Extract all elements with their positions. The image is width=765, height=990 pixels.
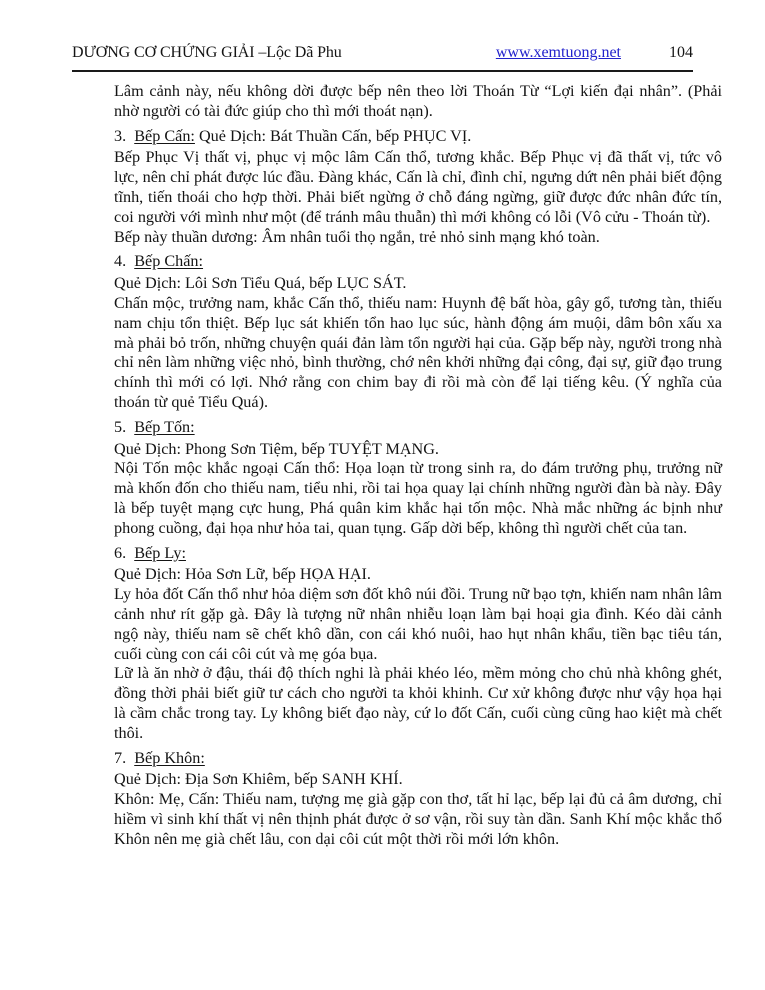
section-number: 4. (114, 252, 127, 271)
section-number: 6. (114, 543, 127, 562)
section-heading (114, 252, 722, 272)
page-number: 104 (669, 44, 693, 61)
section-heading-rest: Quẻ Dịch: Bát Thuần Cấn, bếp PHỤC VỊ. (198, 126, 472, 145)
section-number: 3. (114, 126, 127, 145)
paragraph: Ly hỏa đốt Cấn thổ như hỏa diệm sơn đốt khô núi đồi. Trung nữ bạo tợn, khiến nam nhân lâm cảnh như rít gặp gà. Đây là tượng nữ nhân nhiễu loạn làm bại hoại gia đình. Kéo dài cảnh ngộ này, thiếu nam sẽ chết khô dần, con cái khó nuôi, hao hụt nhân khẩu, tiền bạc tiêu tán, cuối cùng con cái côi cút và mẹ góa bụa. (114, 585, 722, 663)
section-title: Bếp Chấn: (134, 252, 204, 271)
paragraph: Bếp Phục Vị thất vị, phục vị mộc lâm Cấn thổ, tương khắc. Bếp Phục vị đã thất vị, tức vô lực, nên chỉ phát được lúc đầu. Đàng khác, Cấn là chỉ, đình chỉ, ngưng dứt nên phải biết động tĩnh, tiến thoái cho hợp thời. Phải biết ngừng ở chỗ đáng ngừng, giữ được đức nhân đức tín, coi người với mình như một (để tránh mâu thuẫn) thì mới không có lỗi (Vô cửu - Thoán từ). (114, 148, 722, 226)
section-heading (114, 418, 722, 438)
header-divider (72, 70, 693, 72)
paragraph: Quẻ Dịch: Hỏa Sơn Lữ, bếp HỌA HẠI. (114, 565, 371, 584)
website-link[interactable]: www.xemtuong.net (495, 44, 621, 61)
page-header (72, 44, 693, 62)
paragraph: Khôn: Mẹ, Cấn: Thiếu nam, tượng mẹ già gặp con thơ, tất hỉ lạc, bếp lại đủ cả âm dương, chỉ hiềm vì sinh khí thất vị nên thịnh phát được ở sơ vận, rồi suy tàn dần. Sanh Khí mộc khắc thổ Khôn nên mẹ già chết lâu, con dại côi cút một thời rồi mới lớn khôn. (114, 790, 722, 848)
body-text (114, 82, 722, 849)
section-title: Bếp Ly: (134, 543, 186, 562)
section-title: Bếp Cấn: (134, 126, 195, 145)
section-heading (114, 544, 722, 564)
section-number: 7. (114, 748, 127, 767)
section-title: Bếp Khôn: (134, 748, 205, 767)
section-number: 5. (114, 417, 127, 436)
paragraph: Lữ là ăn nhờ ở đậu, thái độ thích nghi là phải khéo léo, mềm mỏng cho chủ nhà không ghét, đồng thời phải biết giữ tư cách cho người ta khỏi khinh. Cư xử không được như vậy họa hại là cầm chắc trong tay. Ly không biết đạo này, cứ lo đốt Cấn, cuối cùng cũng hao kiệt mà chết thôi. (114, 664, 722, 742)
paragraph: Quẻ Dịch: Phong Sơn Tiệm, bếp TUYỆT MẠNG. (114, 439, 439, 458)
section-heading (114, 127, 722, 147)
paragraph: Nội Tốn mộc khắc ngoại Cấn thổ: Họa loạn từ trong sinh ra, do đám trưởng phụ, trưởng nữ mà khốn đốn cho thiếu nam, tiểu nhi, rồi tai họa quay lại chính những người đàn bà này. Đây là bếp tuyệt mạng cực hung, Phá quân kim khắc hại tốn mộc. Nhà mắc những ác bịnh như phong cuồng, đại họa như hỏa tai, quan tụng. Gấp dời bếp, không thì người chết của tan. (114, 459, 722, 537)
paragraph: Bếp này thuần dương: Âm nhân tuổi thọ ngắn, trẻ nhỏ sinh mạng khó toàn. (114, 227, 600, 246)
paragraph: Quẻ Dịch: Địa Sơn Khiêm, bếp SANH KHÍ. (114, 770, 403, 789)
section-title: Bếp Tốn: (134, 417, 195, 436)
section-heading (114, 749, 722, 769)
paragraph: Lâm cảnh này, nếu không dời được bếp nên theo lời Thoán Từ “Lợi kiến đại nhân”. (Phải nhờ người có tài đức giúp cho thì mới thoát nạn). (114, 82, 722, 120)
book-title: DƯƠNG CƠ CHỨNG GIẢI –Lộc Dã Phu (72, 44, 342, 61)
paragraph: Quẻ Dịch: Lôi Sơn Tiểu Quá, bếp LỤC SÁT. (114, 274, 407, 293)
paragraph: Chấn mộc, trưởng nam, khắc Cấn thổ, thiếu nam: Huynh đệ bất hòa, gây gổ, tương tàn, thiếu nam chịu tổn thiệt. Bếp lục sát khiến tổn hao lục súc, hành động ám muội, dâm bôn xấu xa mà phải bỏ trốn, những chuyện quái đản làm tổn người hại của. Gặp bếp này, người trong nhà chỉ nên làm những việc nhỏ, bình thường, chớ nên khởi những đại công, đại sự, giữ đạo trung chính thì mới có lợi. Nhớ rằng con chim bay đi rồi mà còn để lại tiếng kêu. (Ý nghĩa của thoán từ quẻ Tiểu Quá). (114, 293, 722, 411)
